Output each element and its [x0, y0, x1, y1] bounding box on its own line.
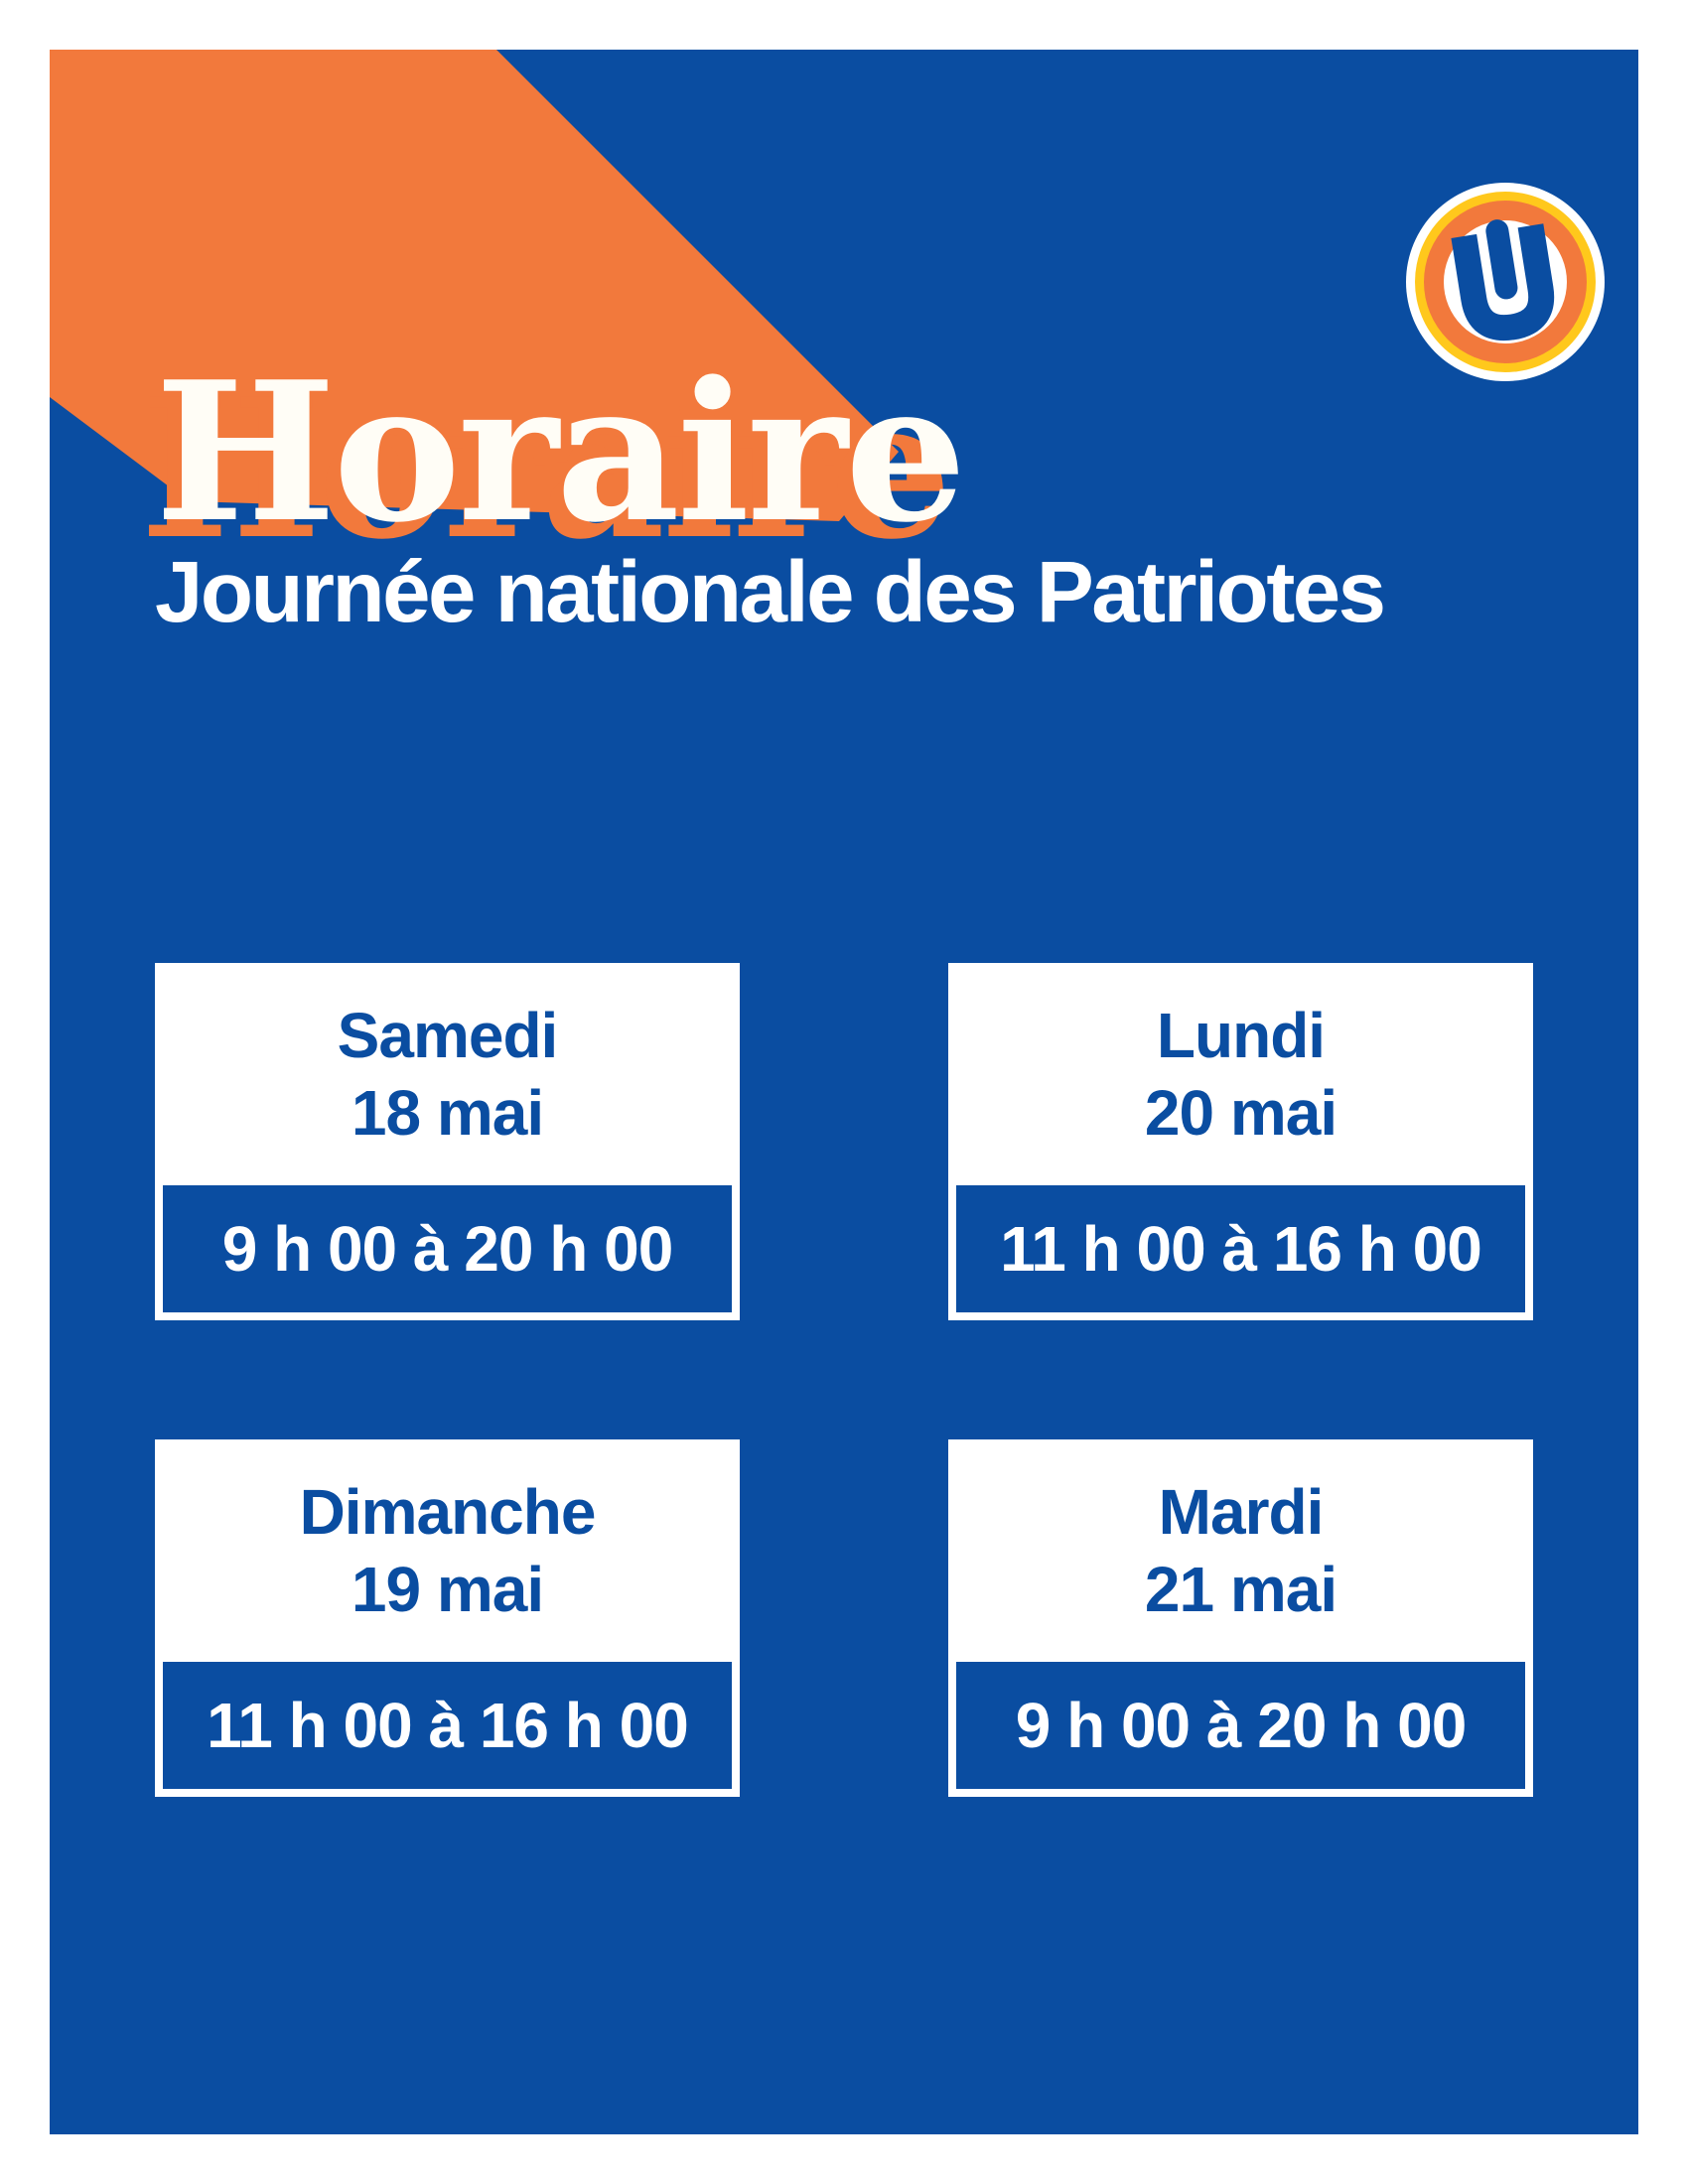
card-day-block — [155, 963, 740, 1185]
poster-title: Horaire — [155, 340, 964, 565]
card-day-block — [155, 1439, 740, 1662]
card-date: 21 mai — [1144, 1554, 1337, 1625]
schedule-card-mardi — [948, 1439, 1533, 1797]
poster-background — [50, 50, 1638, 2134]
card-day: Lundi — [1156, 1000, 1326, 1071]
card-hours-bar — [956, 1185, 1525, 1312]
card-hours: 11 h 00 à 16 h 00 — [1000, 1213, 1481, 1285]
card-date: 19 mai — [351, 1554, 544, 1625]
card-hours-bar — [956, 1662, 1525, 1789]
u-brand-logo — [1307, 133, 1605, 431]
card-day: Mardi — [1158, 1476, 1324, 1548]
card-hours: 9 h 00 à 20 h 00 — [221, 1213, 673, 1285]
card-day: Samedi — [337, 1000, 558, 1071]
logo-u-center-prong — [1497, 231, 1506, 288]
card-hours: 11 h 00 à 16 h 00 — [207, 1690, 688, 1761]
schedule-card-samedi — [155, 963, 740, 1320]
schedule-card-lundi — [948, 963, 1533, 1320]
card-date: 20 mai — [1144, 1077, 1337, 1149]
card-hours: 9 h 00 à 20 h 00 — [1015, 1690, 1467, 1761]
poster-subtitle: Journée nationale des Patriotes — [155, 544, 1384, 640]
logo-u-letter — [1464, 225, 1545, 332]
card-hours-bar — [163, 1185, 732, 1312]
card-day: Dimanche — [299, 1476, 596, 1548]
card-date: 18 mai — [351, 1077, 544, 1149]
card-day-block — [948, 1439, 1533, 1662]
schedule-card-dimanche — [155, 1439, 740, 1797]
card-day-block — [948, 963, 1533, 1185]
card-hours-bar — [163, 1662, 732, 1789]
